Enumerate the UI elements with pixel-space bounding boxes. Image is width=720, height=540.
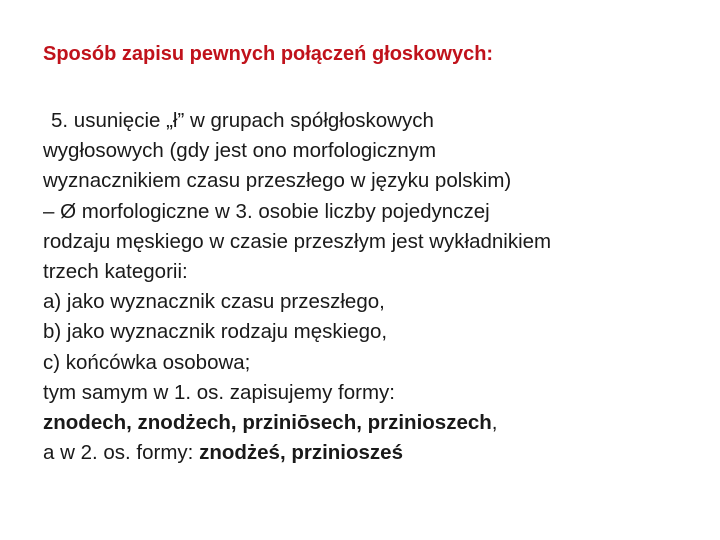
forms-second-person-bold: znodżeś, prziniosześ (199, 441, 403, 465)
body-line-2: wygłosowych (gdy jest ono morfologicznym (43, 139, 437, 163)
slide-body (43, 106, 703, 468)
forms-second-person (43, 438, 703, 468)
body-line-10: tym samym w 1. os. zapisujemy formy: (43, 380, 395, 404)
body-line-1: 5. usunięcie „ł” w grupach spółgłoskowych (51, 109, 434, 132)
forms-first-person (43, 408, 703, 438)
list-item-c: c) końcówka osobowa; (43, 350, 251, 374)
list-item-b: b) jako wyznacznik rodzaju męskiego, (43, 320, 388, 344)
list-item-a: a) jako wyznacznik czasu przeszłego, (43, 290, 385, 314)
body-line-4: – Ø morfologiczne w 3. osobie liczby pojedynczej (43, 199, 490, 223)
forms-first-person-tail: , (491, 411, 498, 435)
slide-title: Sposób zapisu pewnych połączeń głoskowych: (43, 43, 494, 65)
body-line-3: wyznacznikiem czasu przeszłego w języku polskim) (43, 169, 512, 193)
forms-second-person-prefix: a w 2. os. formy: (43, 441, 200, 465)
body-line-6: trzech kategorii: (43, 260, 188, 284)
body-line-5: rodzaju męskiego w czasie przeszłym jest wykładnikiem (43, 229, 552, 253)
forms-first-person-bold: znodech, znodżech, prziniōsech, przinioszech (43, 411, 492, 435)
